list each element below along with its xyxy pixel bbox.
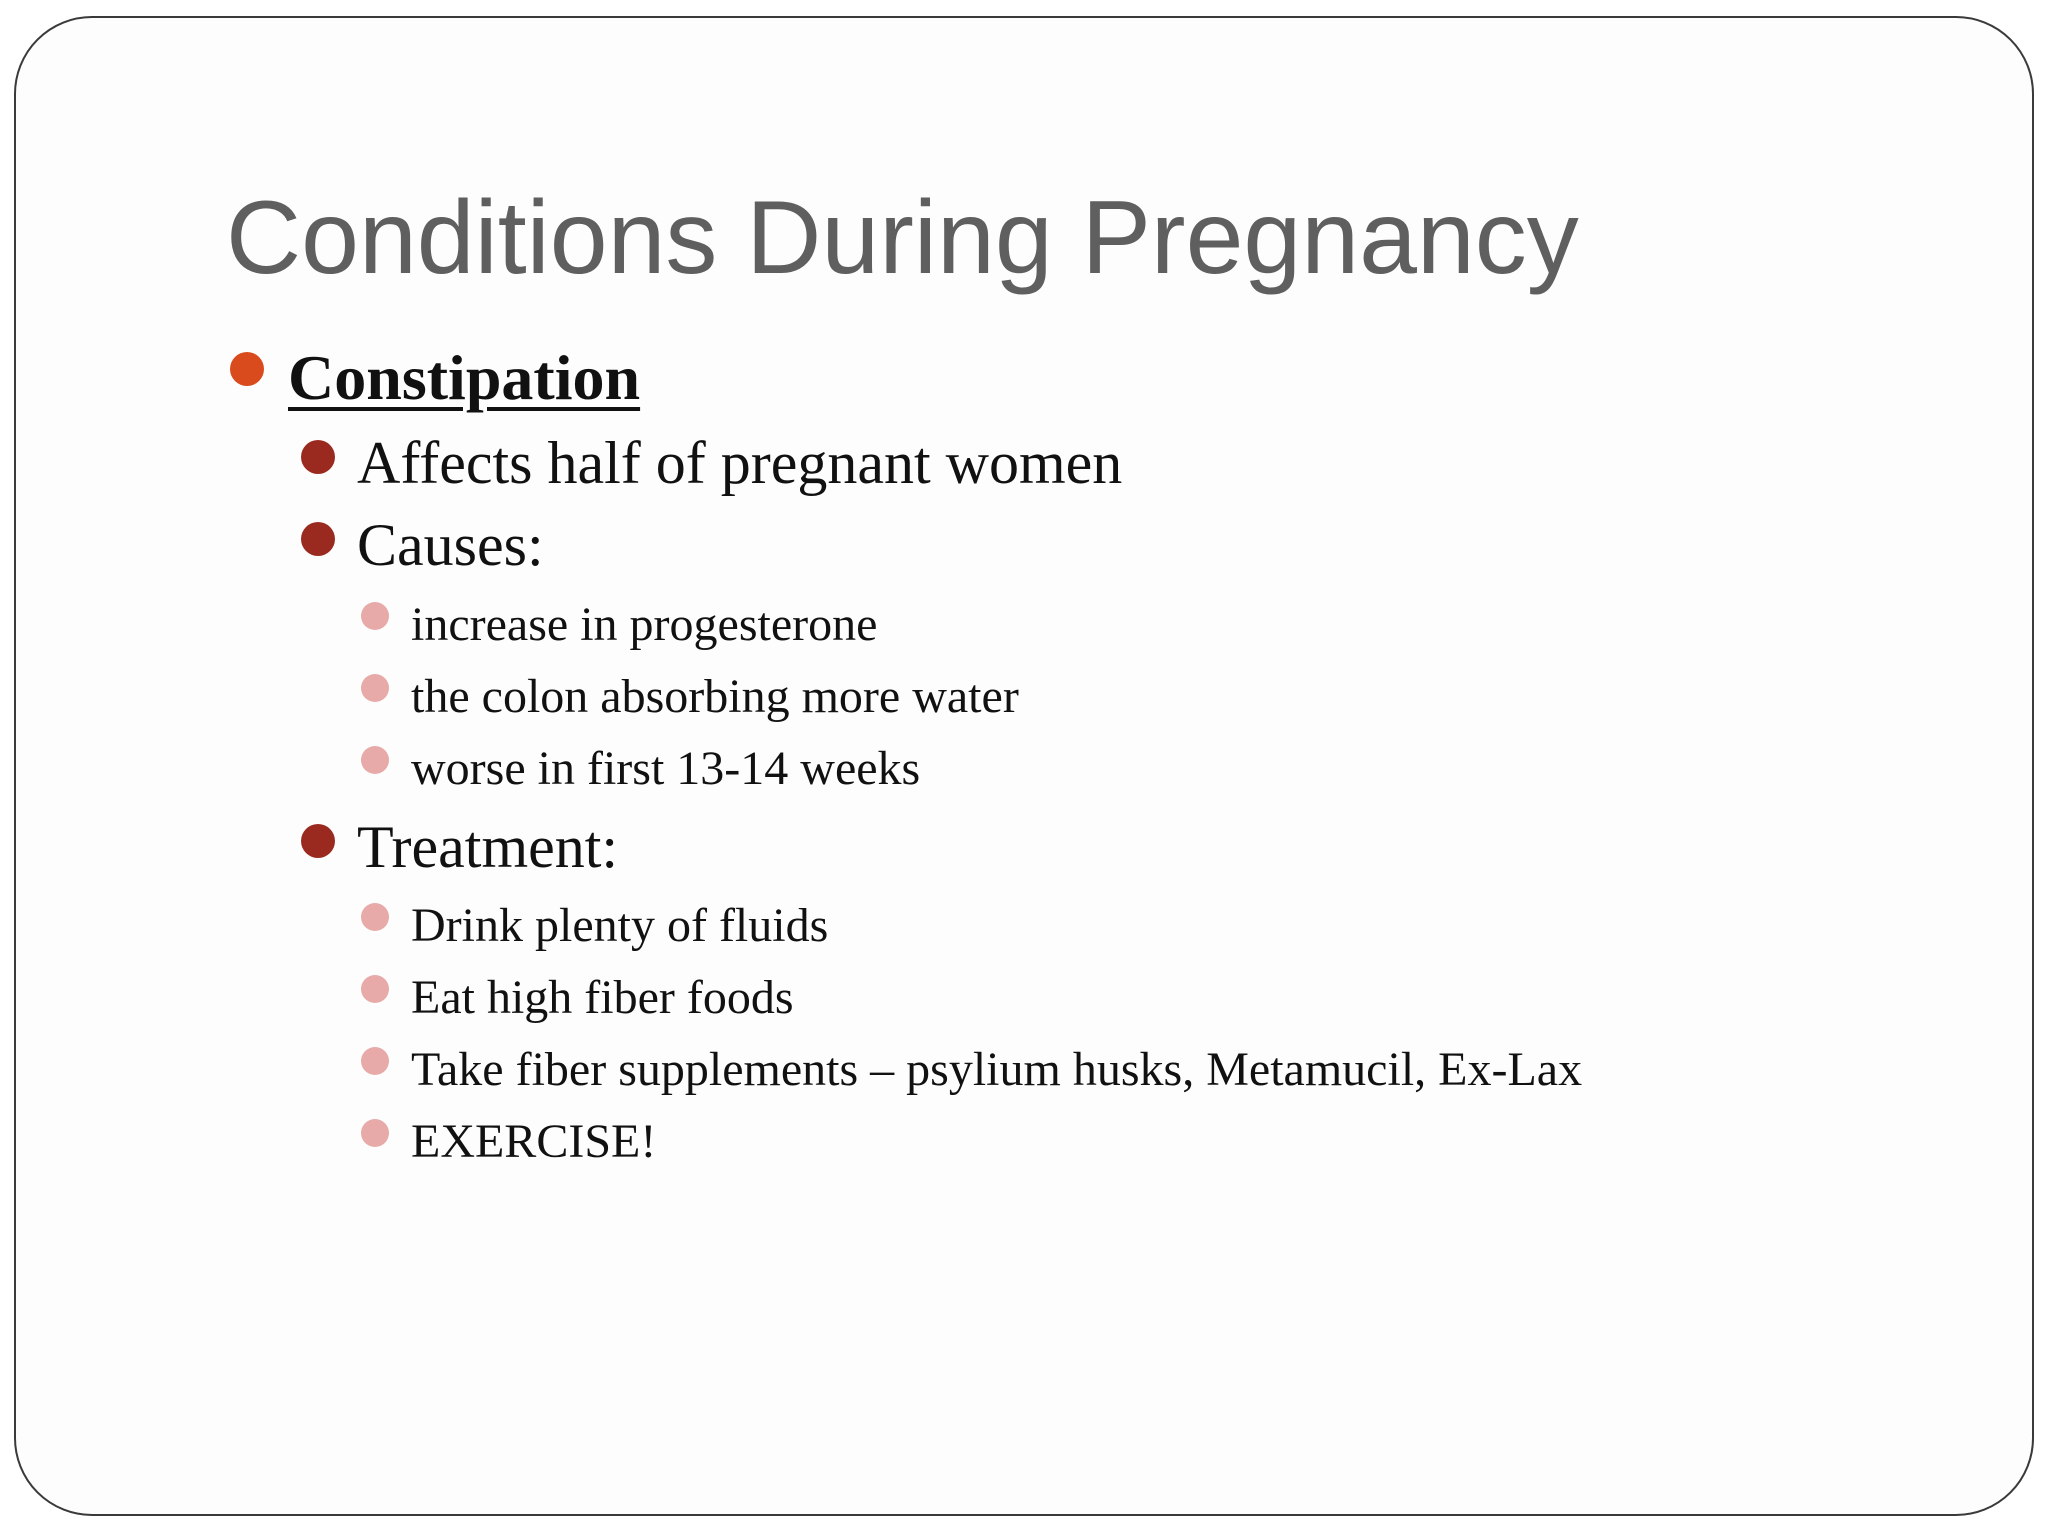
subpoint-label: worse in first 13-14 weeks: [411, 742, 921, 795]
bullet-dot-icon: [361, 602, 389, 630]
bullet-dot-icon: [361, 1047, 389, 1075]
point-item: [357, 428, 1122, 498]
subpoint-label: the colon absorbing more water: [411, 670, 1019, 723]
point-label: Causes:: [357, 512, 544, 578]
subpoint-item: [411, 897, 828, 955]
subpoint-label: Take fiber supplements – psylium husks, Metamucil, Ex-Lax: [411, 1043, 1583, 1096]
subpoint-label: increase in progesterone: [411, 598, 878, 651]
slide-title: Conditions During Pregnancy: [226, 180, 1579, 296]
bullet-dot-icon: [230, 352, 264, 386]
bullet-dot-icon: [301, 824, 335, 858]
subpoint-label: Eat high fiber foods: [411, 971, 794, 1024]
subpoint-label: EXERCISE!: [411, 1115, 657, 1168]
subpoint-item: [411, 596, 877, 654]
bullet-dot-icon: [361, 1119, 389, 1147]
subpoint-item: [411, 1113, 656, 1171]
subpoint-item: [411, 969, 794, 1027]
bullet-dot-icon: [361, 903, 389, 931]
topic-label: Constipation: [288, 342, 641, 413]
point-label: Treatment:: [357, 814, 619, 880]
point-label: Affects half of pregnant women: [357, 430, 1123, 496]
subpoint-item: [411, 668, 1019, 726]
subpoint-item: [411, 1041, 1582, 1099]
point-item: [357, 812, 618, 882]
point-item: [357, 510, 544, 580]
bullet-dot-icon: [301, 522, 335, 556]
topic-item: [288, 342, 640, 414]
bullet-dot-icon: [361, 746, 389, 774]
subpoint-item: [411, 740, 920, 798]
subpoint-label: Drink plenty of fluids: [411, 899, 829, 952]
bullet-dot-icon: [361, 975, 389, 1003]
bullet-dot-icon: [361, 674, 389, 702]
bullet-dot-icon: [301, 440, 335, 474]
